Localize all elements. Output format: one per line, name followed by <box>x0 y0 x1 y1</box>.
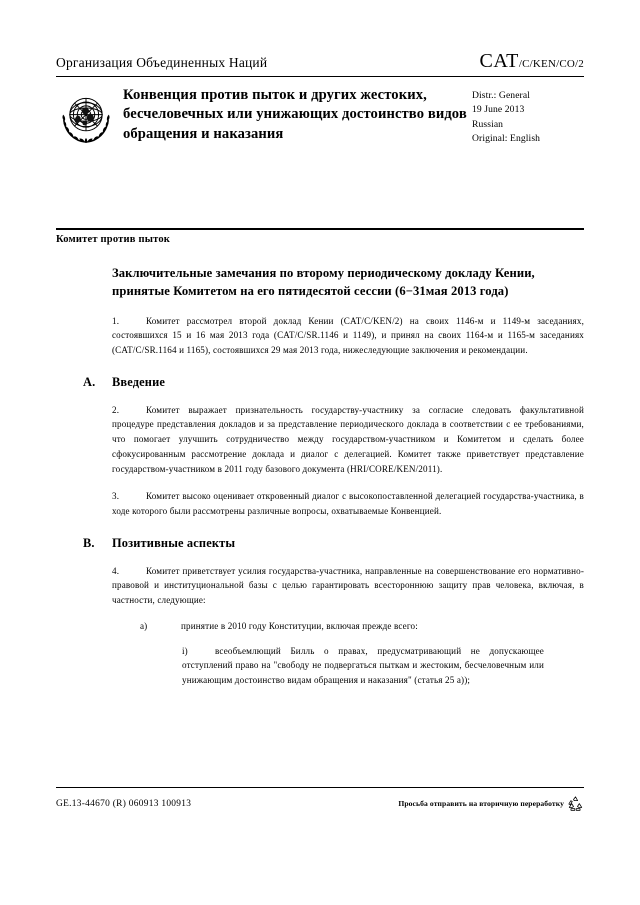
paragraph-1 <box>112 314 584 358</box>
original-language-line: Original: English <box>472 133 541 145</box>
sub-item-a <box>140 619 584 634</box>
section-heading-a <box>56 375 584 390</box>
section-b-title: Позитивные аспекты <box>112 535 236 550</box>
un-emblem-icon <box>56 87 116 147</box>
paragraph-1-text: Комитет рассмотрел второй доклад Кении (CAT/C/KEN/2) на своих 1146-м и 1149-м заседаниях, состоявшихся 15 и 16 мая 2013 года (CAT/C/SR.1146 и 1149), и принял на своих 1164-м и 1165-м заседаниях (CAT/C/SR.1164 и 1165), состоявшихся 29 мая 2013 года, нижеследующие заключения и рекомендации. <box>112 315 584 355</box>
date-line: 19 June 2013 <box>472 104 525 116</box>
sub-item-i <box>182 644 544 688</box>
recycle-text: Просьба отправить на вторичную переработку <box>398 799 564 808</box>
committee-name: Комитет против пыток <box>56 234 171 245</box>
sub-item-a-text: принятие в 2010 году Конституции, включая прежде всего: <box>181 620 418 631</box>
footer-rule <box>56 787 584 788</box>
masthead-body <box>56 85 584 147</box>
distribution-block <box>472 85 584 147</box>
masthead-rule-top <box>56 76 584 77</box>
document-symbol-suffix: /C/KEN/CO/2 <box>518 58 584 70</box>
sub-item-a-label: a) <box>140 620 148 631</box>
section-b-letter: B. <box>83 535 95 550</box>
paragraph-3-number: 3. <box>112 491 120 502</box>
paragraph-3 <box>112 489 584 518</box>
paragraph-4 <box>112 564 584 608</box>
convention-title: Конвенция против пыток и других жестоких, бесчеловечных или унижающих достоинство видов обращения и наказания <box>123 87 467 142</box>
organization-name: Организация Объединенных Наций <box>56 55 268 70</box>
masthead-top-row <box>56 50 584 73</box>
paragraph-1-number: 1. <box>112 315 120 326</box>
page-footer <box>56 795 584 812</box>
job-number: GE.13-44670 (R) 060913 100913 <box>56 798 192 809</box>
document-symbol-main: CAT <box>479 50 519 72</box>
sub-item-i-label: i) <box>182 645 188 656</box>
recycle-icon <box>567 795 584 812</box>
document-content <box>56 264 584 688</box>
paragraph-4-text: Комитет приветствует усилия государства-участника, направленные на совершенствование его нормативно-правовой и институциональной базы с целью гарантировать всестороннюю защиту прав человека, включая, в частности, следующие: <box>112 565 584 606</box>
committee-rule <box>56 228 584 230</box>
paragraph-2 <box>112 403 584 477</box>
paragraph-2-text: Комитет выражает признательность государству-участнику за согласие следовать факультативной процедуре представления докладов и за представление периодического доклада в соответствии с ее требованиями, что помогает улучшить сотрудничество между государством-участником и Комитетом и сделать более сфокусированным рассмотрение доклада и диалог с делегацией. Комитет также приветствует представление государством-участником в 2011 году базового документа (HRI/CORE/KEN/2011). <box>112 404 584 474</box>
section-a-title: Введение <box>112 374 166 389</box>
paragraph-4-number: 4. <box>112 565 120 576</box>
language-line: Russian <box>472 118 504 130</box>
distribution-line: Distr.: General <box>472 90 530 101</box>
masthead <box>56 50 584 147</box>
section-heading-b <box>56 536 584 551</box>
document-symbol <box>480 50 584 73</box>
section-a-letter: A. <box>83 374 96 389</box>
sub-item-i-text: всеобъемлющий Билль о правах, предусматривающий не допускающее отступлений право на "свободу не подвергаться пыткам и жестоким, бесчеловечным или унижающим достоинство видам обращения и наказания" (статья 25 a)); <box>182 645 544 685</box>
paragraph-2-number: 2. <box>112 404 120 415</box>
paragraph-3-text: Комитет высоко оценивает откровенный диалог с высокопоставленной делегацией государства-участника, в ходе которого были рассмотрены различные вопросы, охватываемые Конвенцией. <box>112 491 584 516</box>
recycle-notice <box>398 795 584 812</box>
page-title: Заключительные замечания по второму периодическому докладу Кении, принятые Комитетом на его пятидесятой сессии (6−31мая 2013 года) <box>112 266 535 299</box>
